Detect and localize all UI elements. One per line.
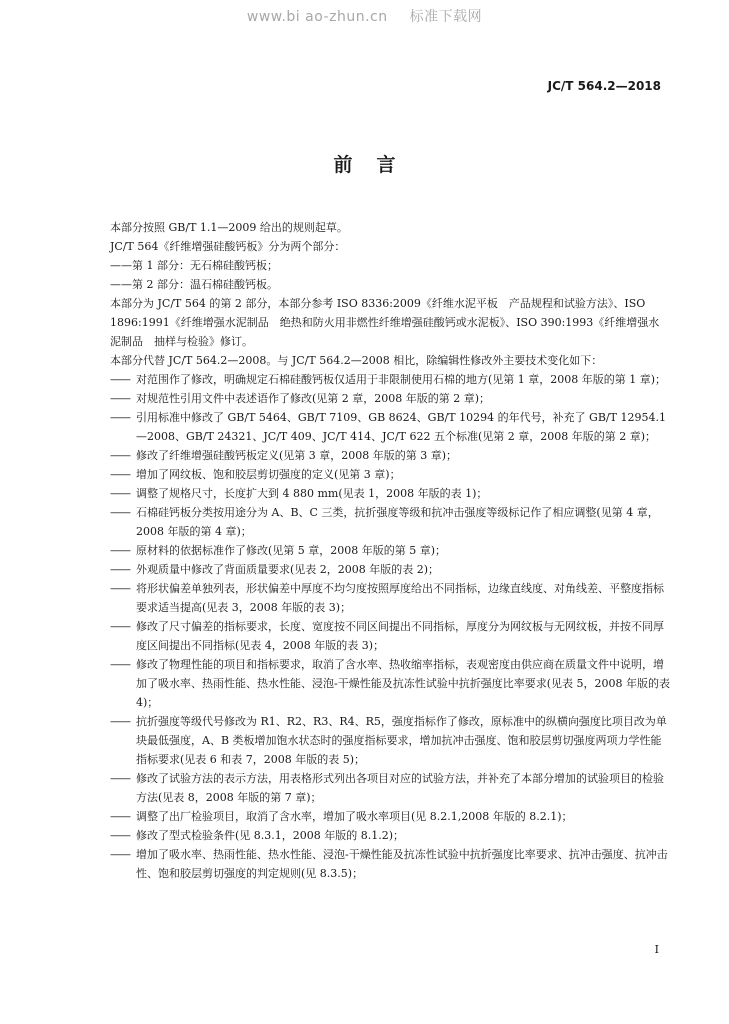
change-item	[110, 712, 670, 769]
change-text: 抗折强度等级代号修改为 R1、R2、R3、R4、R5，强度指标作了修改，原标准中的纵横向强度比项目改为单块最低强度，A、B 类板增加饱水状态时的强度指标要求，增加抗冲击强度、饱和胶层剪切强度两项力学性能指标要求(见表 6 和表 7，2008 年版的表 5)；	[136, 715, 667, 766]
change-item	[110, 655, 670, 712]
list-dash: ——	[110, 620, 130, 633]
change-item	[110, 465, 670, 484]
list-dash: ——	[110, 449, 130, 462]
document-body	[110, 218, 670, 883]
list-dash: ——	[110, 411, 130, 424]
list-dash: ——	[110, 772, 130, 785]
paragraph: ——第 1 部分：无石棉硅酸钙板；	[110, 259, 278, 272]
list-dash: ——	[110, 506, 130, 519]
change-text: 石棉硅钙板分类按用途分为 A、B、C 三类，抗折强度等级和抗冲击强度等级标记作了相应调整(见第 4 章，2008 年版的第 4 章)；	[136, 506, 659, 538]
watermark-site: www.bi ao-zhun.cn	[246, 9, 388, 25]
change-text: 将形状偏差单独列表，形状偏差中厚度不均匀度按照厚度给出不同指标，边缘直线度、对角线差、平整度指标要求适当提高(见表 3，2008 年版的表 3)；	[136, 582, 664, 614]
list-dash: ——	[110, 848, 130, 861]
change-text: 调整了出厂检验项目，取消了含水率，增加了吸水率项目(见 8.2.1,2008 年版的 8.2.1)；	[136, 810, 573, 823]
change-text: 外观质量中修改了背面质量要求(见表 2，2008 年版的表 2)；	[136, 563, 440, 576]
change-text: 修改了尺寸偏差的指标要求，长度、宽度按不同区间提出不同指标，厚度分为网纹板与无网纹板，并按不同厚度区间提出不同指标(见表 4，2008 年版的表 3)；	[136, 620, 664, 652]
change-item	[110, 541, 670, 560]
change-item	[110, 446, 670, 465]
list-dash: ——	[110, 582, 130, 595]
list-dash: ——	[110, 829, 130, 842]
page-title: 前言	[333, 154, 420, 176]
page-number: I	[654, 943, 659, 956]
change-item	[110, 560, 670, 579]
change-item	[110, 503, 670, 541]
list-dash: ——	[110, 544, 130, 557]
standard-code: JC/T 564.2—2018	[547, 79, 661, 93]
change-item	[110, 370, 670, 389]
change-text: 增加了网纹板、饱和胶层剪切强度的定义(见第 3 章)；	[136, 468, 401, 481]
change-text: 引用标准中修改了 GB/T 5464、GB/T 7109、GB 8624、GB/T 10294 的年代号，补充了 GB/T 12954.1—2008、GB/T 24321、JC/T 409、JC/T 414、JC/T 622 五个标准(见第 2 章，2008 年版的第 2 章)；	[136, 411, 666, 443]
list-dash: ——	[110, 468, 130, 481]
change-text: 修改了型式检验条件(见 8.3.1，2008 年版的 8.1.2)；	[136, 829, 405, 842]
change-text: 修改了物理性能的项目和指标要求，取消了含水率、热收缩率指标，表观密度由供应商在质量文件中说明，增加了吸水率、热雨性能、热水性能、浸泡-干燥性能及抗冻性试验中抗折强度比率要求(见表 5，2008 年版的表 4)；	[136, 658, 670, 709]
change-text: 对规范性引用文件中表述语作了修改(见第 2 章，2008 年版的第 2 章)；	[136, 392, 491, 405]
change-item	[110, 845, 670, 883]
changes-list	[110, 370, 670, 883]
change-text: 对范围作了修改，明确规定石棉硅酸钙板仅适用于非限制使用石棉的地方(见第 1 章，2008 年版的第 1 章)；	[136, 373, 667, 386]
paragraph: 本部分代替 JC/T 564.2—2008。与 JC/T 564.2—2008 相比，除编辑性修改外主要技术变化如下：	[110, 354, 603, 367]
change-text: 调整了规格尺寸，长度扩大到 4 880 mm(见表 1，2008 年版的表 1)；	[136, 487, 488, 500]
change-item	[110, 484, 670, 503]
list-dash: ——	[110, 715, 130, 728]
change-item	[110, 769, 670, 807]
paragraph: JC/T 564《纤维增强硅酸钙板》分为两个部分：	[110, 240, 346, 253]
change-item	[110, 408, 670, 446]
change-item	[110, 617, 670, 655]
change-text: 原材料的依据标准作了修改(见第 5 章，2008 年版的第 5 章)；	[136, 544, 447, 557]
list-dash: ——	[110, 392, 130, 405]
paragraph: 本部分按照 GB/T 1.1—2009 给出的规则起草。	[110, 221, 348, 234]
change-text: 修改了纤维增强硅酸钙板定义(见第 3 章，2008 年版的第 3 章)；	[136, 449, 458, 462]
watermark	[0, 6, 729, 26]
change-item	[110, 807, 670, 826]
list-dash: ——	[110, 658, 130, 671]
change-text: 增加了吸水率、热雨性能、热水性能、浸泡-干燥性能及抗冻性试验中抗折强度比率要求、抗冲击强度、抗冲击性、饱和胶层剪切强度的判定规则(见 8.3.5)；	[136, 848, 668, 880]
change-item	[110, 389, 670, 408]
watermark-label: 标准下载网	[409, 9, 483, 25]
list-dash: ——	[110, 373, 130, 386]
paragraph: ——第 2 部分：温石棉硅酸钙板。	[110, 278, 278, 291]
list-dash: ——	[110, 487, 130, 500]
change-text: 修改了试验方法的表示方法，用表格形式列出各项目对应的试验方法，并补充了本部分增加的试验项目的检验方法(见表 8，2008 年版的第 7 章)；	[136, 772, 664, 804]
change-item	[110, 579, 670, 617]
paragraph: 本部分为 JC/T 564 的第 2 部分，本部分参考 ISO 8336:2009《纤维水泥平板 产品规程和试验方法》、ISO 1896:1991《纤维增强水泥制品 绝热和防火用非燃性纤维增强硅酸钙或水泥板》、ISO 390:1993《纤维增强水泥制品 抽样与检验》修订。	[110, 297, 660, 348]
list-dash: ——	[110, 563, 130, 576]
change-item	[110, 826, 670, 845]
list-dash: ——	[110, 810, 130, 823]
